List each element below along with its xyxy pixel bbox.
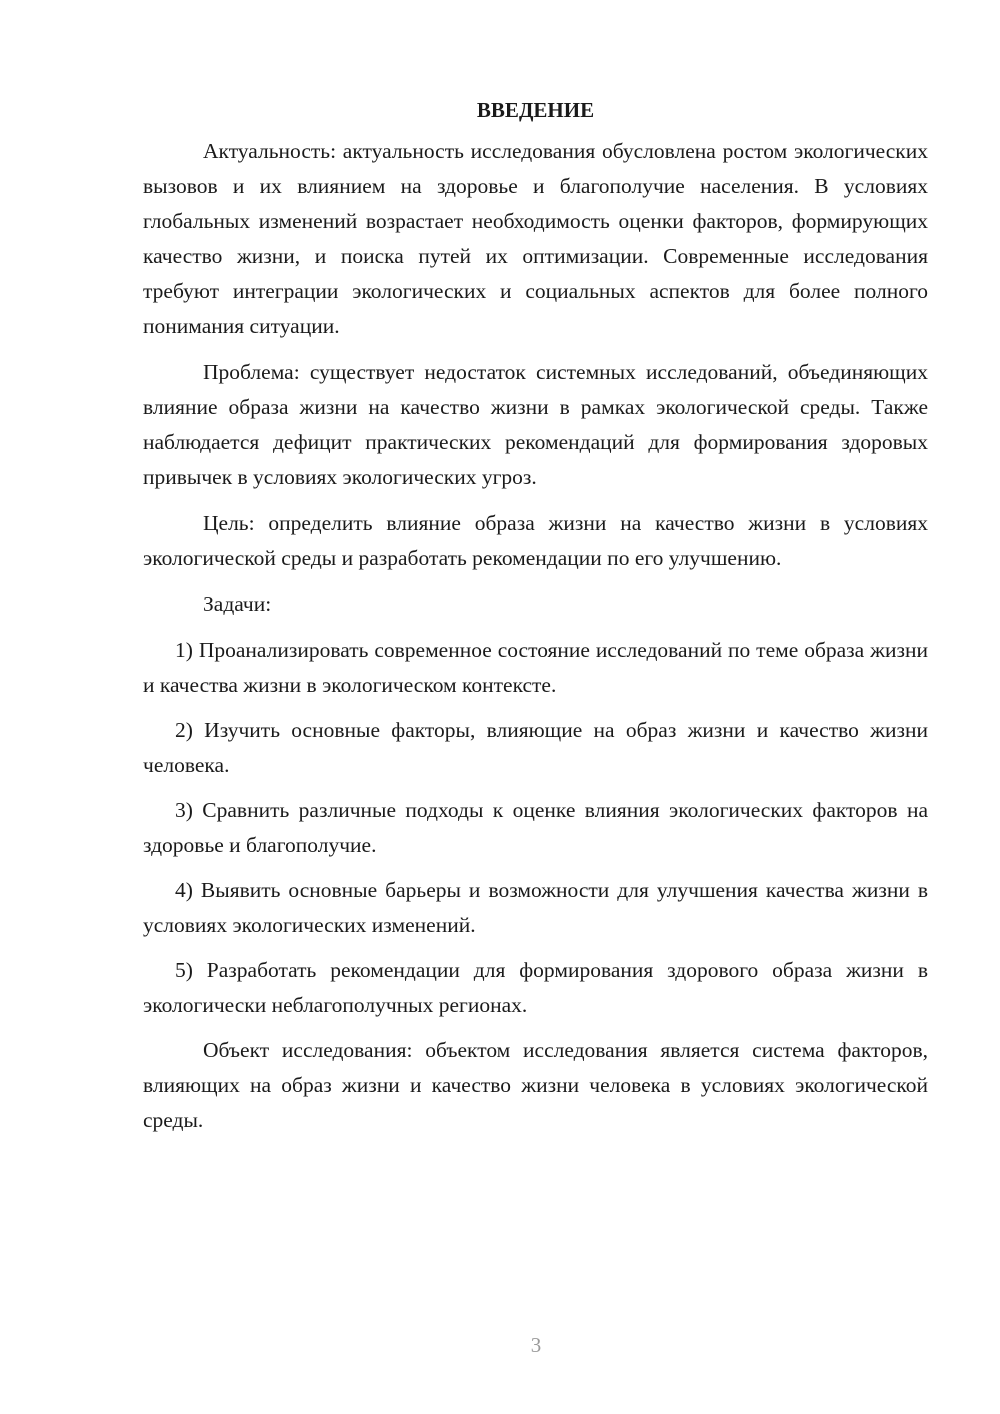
page-content	[143, 92, 928, 1149]
page-number: 3	[530, 1333, 542, 1357]
relevance-paragraph: Актуальность: актуальность исследования обусловлена ростом экологических вызовов и их влиянием на здоровье и благополучие населения. В условиях глобальных изменений возрастает необходимость оценки факторов, формирующих качество жизни, и поиска путей их оптимизации. Современные исследования требуют интеграции экологических и социальных аспектов для более полного понимания ситуации.	[143, 139, 928, 338]
task-item-1: 1) Проанализировать современное состояние исследований по теме образа жизни и качества жизни в экологическом контексте.	[143, 638, 928, 697]
object-paragraph: Объект исследования: объектом исследования является система факторов, влияющих на образ жизни и качество жизни человека в условиях экологической среды.	[143, 1038, 928, 1132]
goal-paragraph: Цель: определить влияние образа жизни на качество жизни в условиях экологической среды и разработать рекомендации по его улучшению.	[143, 511, 928, 570]
section-heading: ВВЕДЕНИЕ	[476, 98, 595, 122]
task-item-2: 2) Изучить основные факторы, влияющие на образ жизни и качество жизни человека.	[143, 718, 928, 777]
task-item-4: 4) Выявить основные барьеры и возможности для улучшения качества жизни в условиях экологических изменений.	[143, 878, 928, 937]
problem-paragraph: Проблема: существует недостаток системных исследований, объединяющих влияние образа жизни на качество жизни в рамках экологической среды. Также наблюдается дефицит практических рекомендаций для формирования здоровых привычек в условиях экологических угроз.	[143, 360, 928, 489]
tasks-title: Задачи:	[203, 592, 272, 616]
task-item-3: 3) Сравнить различные подходы к оценке влияния экологических факторов на здоровье и благополучие.	[143, 798, 928, 857]
task-item-5: 5) Разработать рекомендации для формирования здорового образа жизни в экологически неблагополучных регионах.	[143, 958, 928, 1017]
